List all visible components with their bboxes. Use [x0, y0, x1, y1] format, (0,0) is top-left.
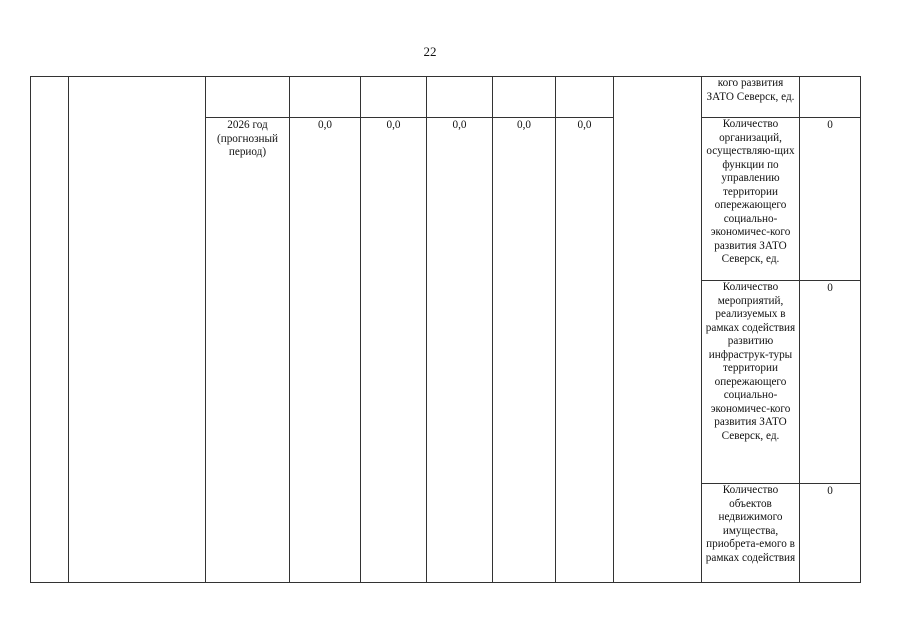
value-text: 0,0	[517, 119, 531, 131]
indicator-name-cell	[702, 118, 800, 281]
page-number: 22	[423, 44, 437, 59]
period-label: 2026 год (прогнозный период)	[217, 119, 278, 158]
value-cell	[493, 77, 556, 118]
value-cell	[427, 118, 493, 583]
period-cell	[206, 77, 290, 118]
value-cell	[556, 77, 614, 118]
indicator-value: 0	[827, 282, 833, 294]
indicator-value-cell	[800, 281, 861, 484]
table-row	[31, 77, 861, 118]
indicator-text: Количество мероприятий, реализуемых в рамках содействия развитию инфраструк-туры территории опережающего социально-экономичес-кого развития ЗАТО Северск, ед.	[705, 281, 796, 442]
period-cell	[206, 118, 290, 583]
number-cell	[31, 77, 69, 583]
indicator-value: 0	[827, 485, 833, 497]
indicator-value-cell	[800, 118, 861, 281]
value-cell	[427, 77, 493, 118]
indicator-value-cell	[800, 77, 861, 118]
value-cell	[290, 77, 361, 118]
indicator-name-cell	[702, 77, 800, 118]
value-cell	[493, 118, 556, 583]
indicator-text: Количество объектов недвижимого имущества, приобрета-емого в рамках содействия	[705, 484, 796, 564]
indicator-value: 0	[827, 119, 833, 131]
value-text: 0,0	[318, 119, 332, 131]
indicator-name-cell	[702, 281, 800, 484]
indicator-value-cell	[800, 484, 861, 583]
name-cell	[69, 77, 206, 583]
responsible-cell	[614, 77, 702, 583]
value-text: 0,0	[386, 119, 401, 131]
value-cell	[361, 77, 427, 118]
value-cell	[290, 118, 361, 583]
value-text: 0,0	[452, 119, 467, 131]
indicator-name-cell	[702, 484, 800, 583]
value-cell	[556, 118, 614, 583]
indicator-text: кого развития ЗАТО Северск, ед.	[706, 77, 795, 103]
program-table	[30, 76, 861, 583]
indicator-text: Количество организаций, осуществляю-щих функции по управлению территории опережающего социально-экономичес-кого развития ЗАТО Северск, ед.	[706, 118, 795, 265]
value-cell	[361, 118, 427, 583]
value-text: 0,0	[577, 119, 592, 131]
